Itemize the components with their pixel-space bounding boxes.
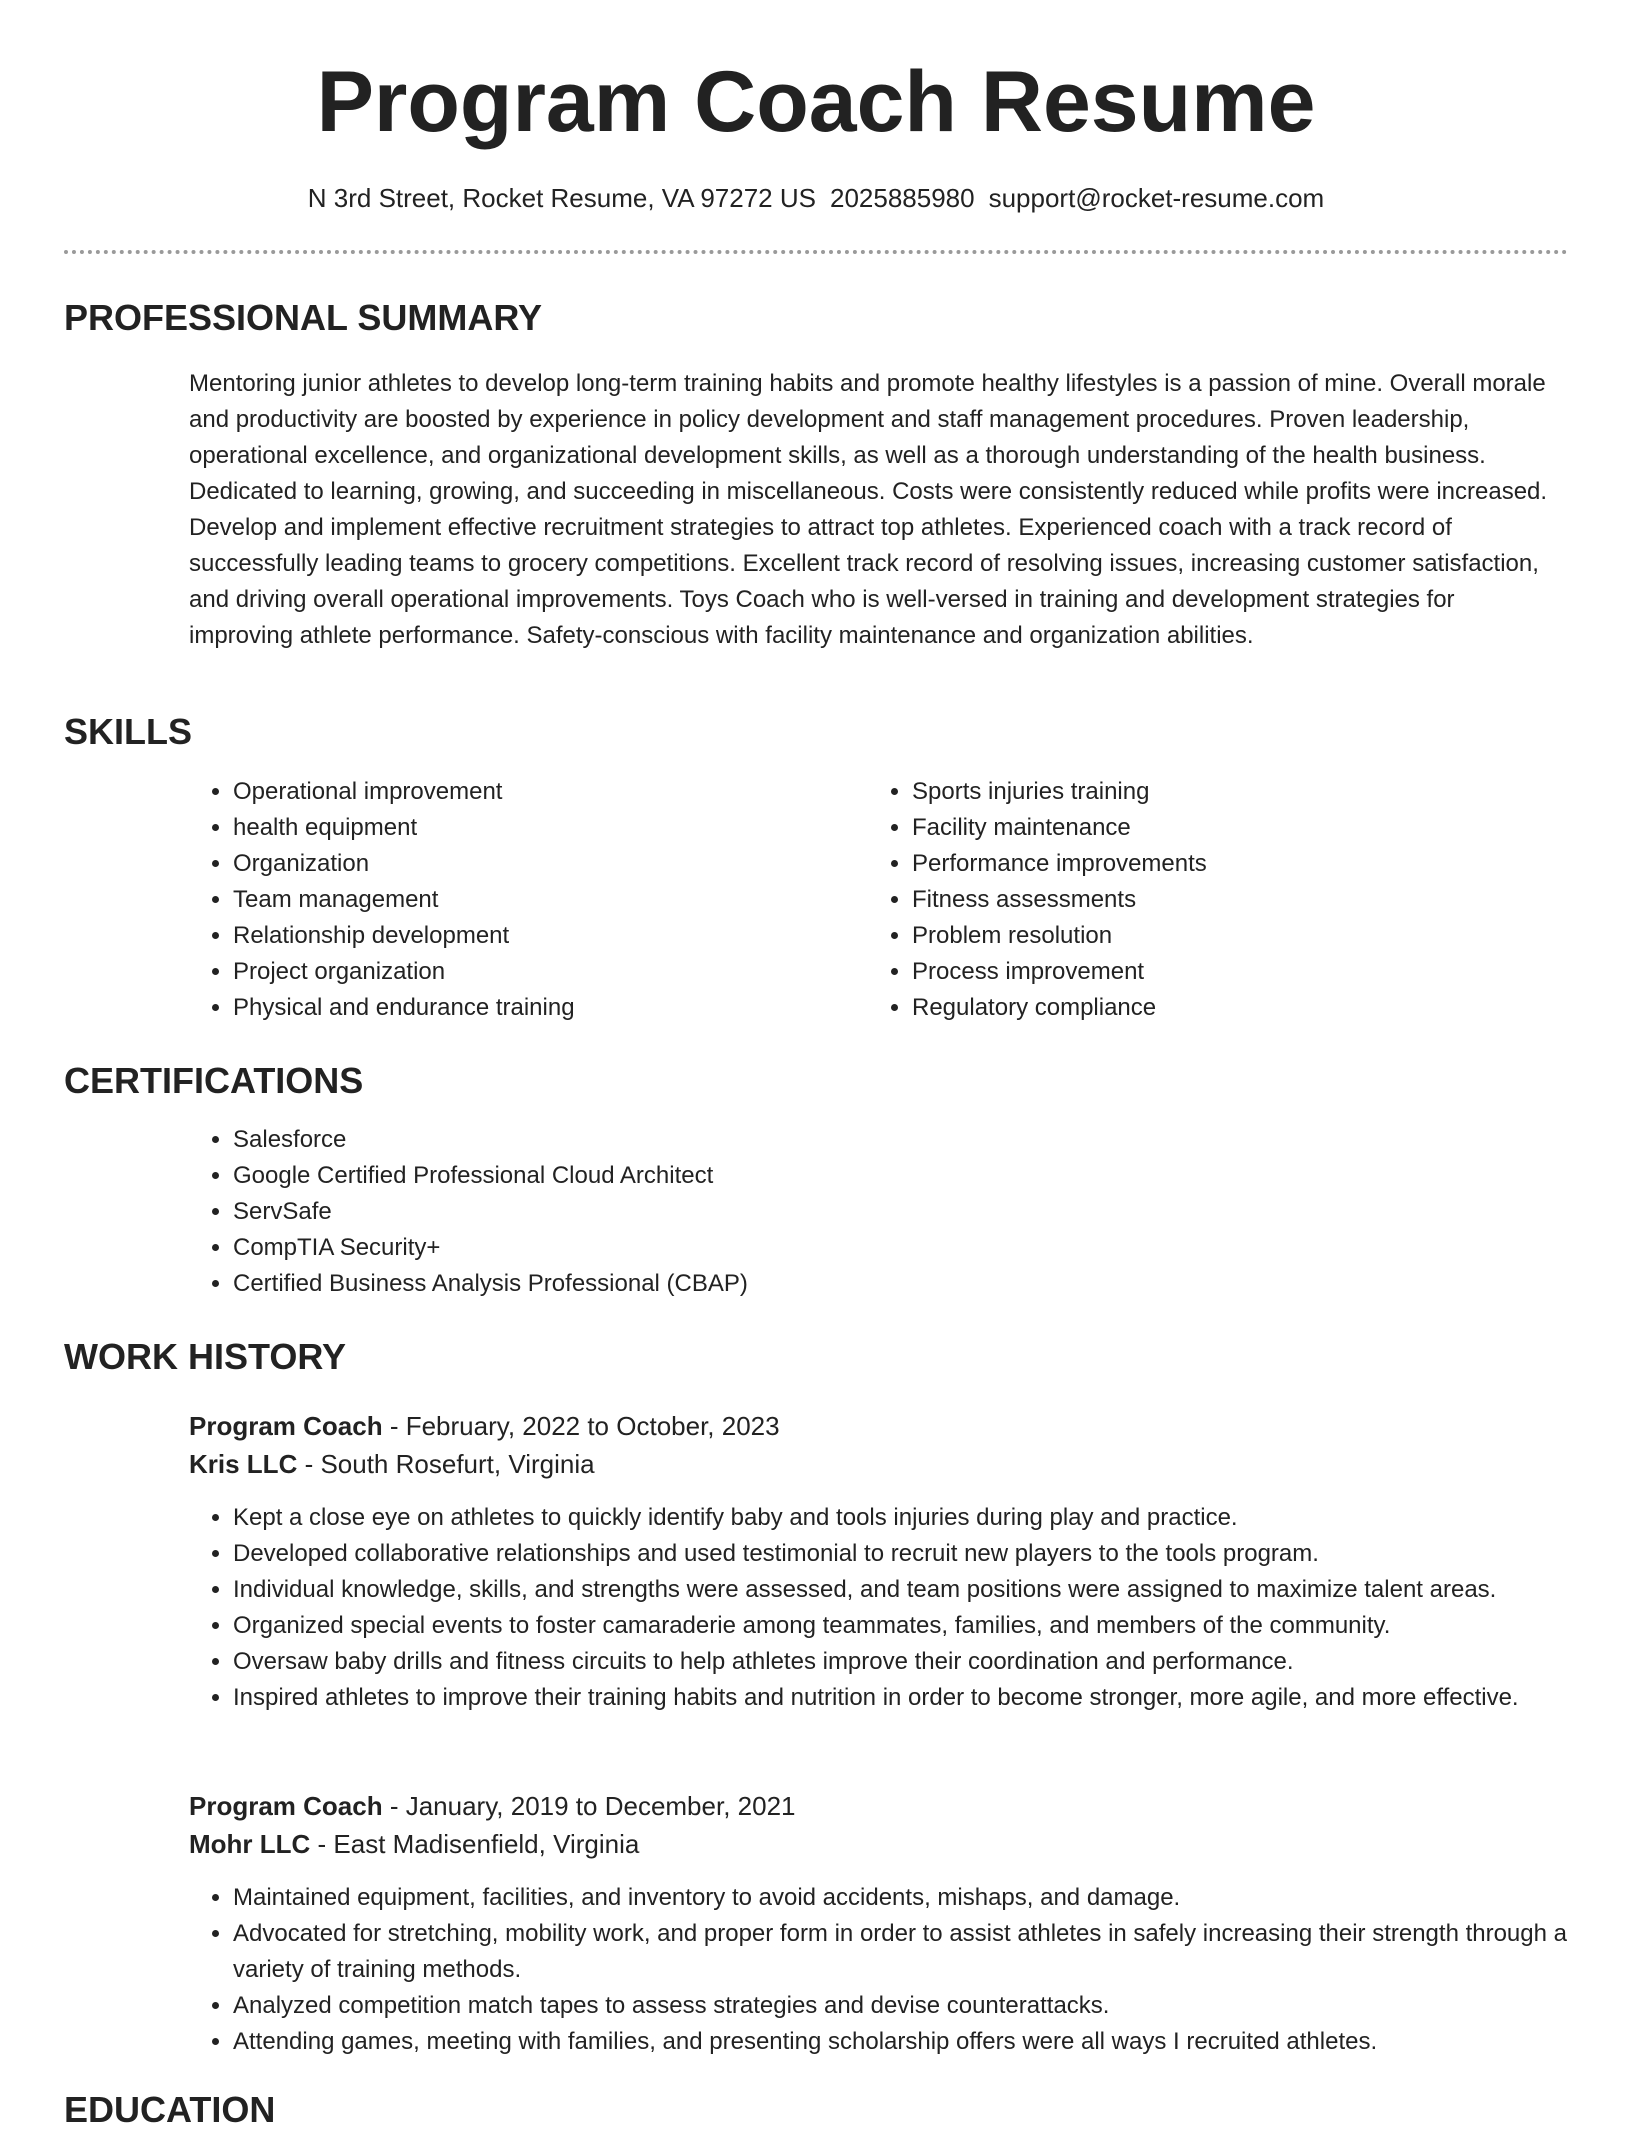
job-title: Program Coach [189, 1411, 383, 1441]
section-heading-skills: SKILLS [64, 711, 193, 752]
job-bullet: • Kept a close eye on athletes to quickly identify baby and tools injuries during play and practice. [233, 1500, 1603, 1536]
skill-item: • Team management [233, 882, 793, 918]
contact-phone: 2025885980 [829, 183, 975, 213]
section-heading-summary: PROFESSIONAL SUMMARY [64, 297, 543, 338]
job-bullet: • Advocated for stretching, mobility work, and proper form in order to assist athletes in safely increasing their strength through a variety of training methods. [233, 1916, 1603, 1988]
job-location: - East Madisenfield, Virginia [310, 1829, 640, 1859]
skills-list-left [189, 774, 793, 1026]
job-bullets [189, 1880, 1603, 2060]
contact-email: support@rocket-resume.com [988, 183, 1325, 213]
skill-item: • Organization [233, 846, 793, 882]
job-company: Mohr LLC [189, 1829, 311, 1859]
skill-item: • health equipment [233, 810, 793, 846]
job-bullets [189, 1500, 1603, 1716]
job-title-line [189, 1787, 796, 1825]
certification-item: • CompTIA Security+ [233, 1230, 1533, 1266]
certifications-list [189, 1122, 1533, 1302]
certification-item: • Certified Business Analysis Professional (CBAP) [233, 1266, 1533, 1302]
job-company-line [189, 1445, 595, 1483]
skills-list-right [868, 774, 1532, 1026]
job-dates: - February, 2022 to October, 2023 [382, 1411, 780, 1441]
skill-item: • Relationship development [233, 918, 793, 954]
job-bullet: • Developed collaborative relationships and used testimonial to recruit new players to the tools program. [233, 1536, 1603, 1572]
skill-item: • Facility maintenance [912, 810, 1532, 846]
job-company-line [189, 1825, 639, 1863]
skill-item: • Physical and endurance training [233, 990, 793, 1026]
skill-item: • Process improvement [912, 954, 1532, 990]
section-heading-education: EDUCATION [64, 2089, 276, 2130]
job-bullet: • Attending games, meeting with families, and presenting scholarship offers were all ways I recruited athletes. [233, 2024, 1603, 2060]
skill-item: • Problem resolution [912, 918, 1532, 954]
contact-address: N 3rd Street, Rocket Resume, VA 97272 US [307, 183, 816, 213]
certification-item: • Salesforce [233, 1122, 1533, 1158]
skill-item: • Operational improvement [233, 774, 793, 810]
resume-title: Program Coach Resume [316, 54, 1316, 150]
job-bullet: • Analyzed competition match tapes to assess strategies and devise counterattacks. [233, 1988, 1603, 2024]
section-heading-certifications: CERTIFICATIONS [64, 1060, 364, 1101]
skill-item: • Performance improvements [912, 846, 1532, 882]
contact-line [0, 180, 1632, 216]
job-title-line [189, 1407, 780, 1445]
job-location: - South Rosefurt, Virginia [297, 1449, 595, 1479]
job-dates: - January, 2019 to December, 2021 [382, 1791, 796, 1821]
job-bullet: • Individual knowledge, skills, and strengths were assessed, and team positions were assigned to maximize talent areas. [233, 1572, 1603, 1608]
certification-item: • ServSafe [233, 1194, 1533, 1230]
job-title: Program Coach [189, 1791, 383, 1821]
header-divider [64, 250, 1568, 254]
skill-item: • Sports injuries training [912, 774, 1532, 810]
skill-item: • Fitness assessments [912, 882, 1532, 918]
certification-item: • Google Certified Professional Cloud Architect [233, 1158, 1533, 1194]
job-company: Kris LLC [189, 1449, 298, 1479]
summary-text: Mentoring junior athletes to develop long-term training habits and promote healthy lifestyles is a passion of mine. Overall morale and productivity are boosted by experience in policy development and staff management procedures. Proven leadership, operational excellence, and organizational development skills, as well as a thorough understanding of the health business. Dedicated to learning, growing, and succeeding in miscellaneous. Costs were consistently reduced while profits were increased. Develop and implement effective recruitment strategies to attract top athletes. Experienced coach with a track record of successfully leading teams to grocery competitions. Excellent track record of resolving issues, increasing customer satisfaction, and driving overall operational improvements. Toys Coach who is well-versed in training and development strategies for improving athlete performance. Safety-conscious with facility maintenance and organization abilities. [189, 370, 1548, 649]
job-bullet: • Oversaw baby drills and fitness circuits to help athletes improve their coordination and performance. [233, 1644, 1603, 1680]
section-heading-work-history: WORK HISTORY [64, 1336, 347, 1377]
skill-item: • Project organization [233, 954, 793, 990]
skill-item: • Regulatory compliance [912, 990, 1532, 1026]
job-bullet: • Maintained equipment, facilities, and inventory to avoid accidents, mishaps, and damage. [233, 1880, 1603, 1916]
job-bullet: • Inspired athletes to improve their training habits and nutrition in order to become stronger, more agile, and more effective. [233, 1680, 1603, 1716]
job-bullet: • Organized special events to foster camaraderie among teammates, families, and members of the community. [233, 1608, 1603, 1644]
